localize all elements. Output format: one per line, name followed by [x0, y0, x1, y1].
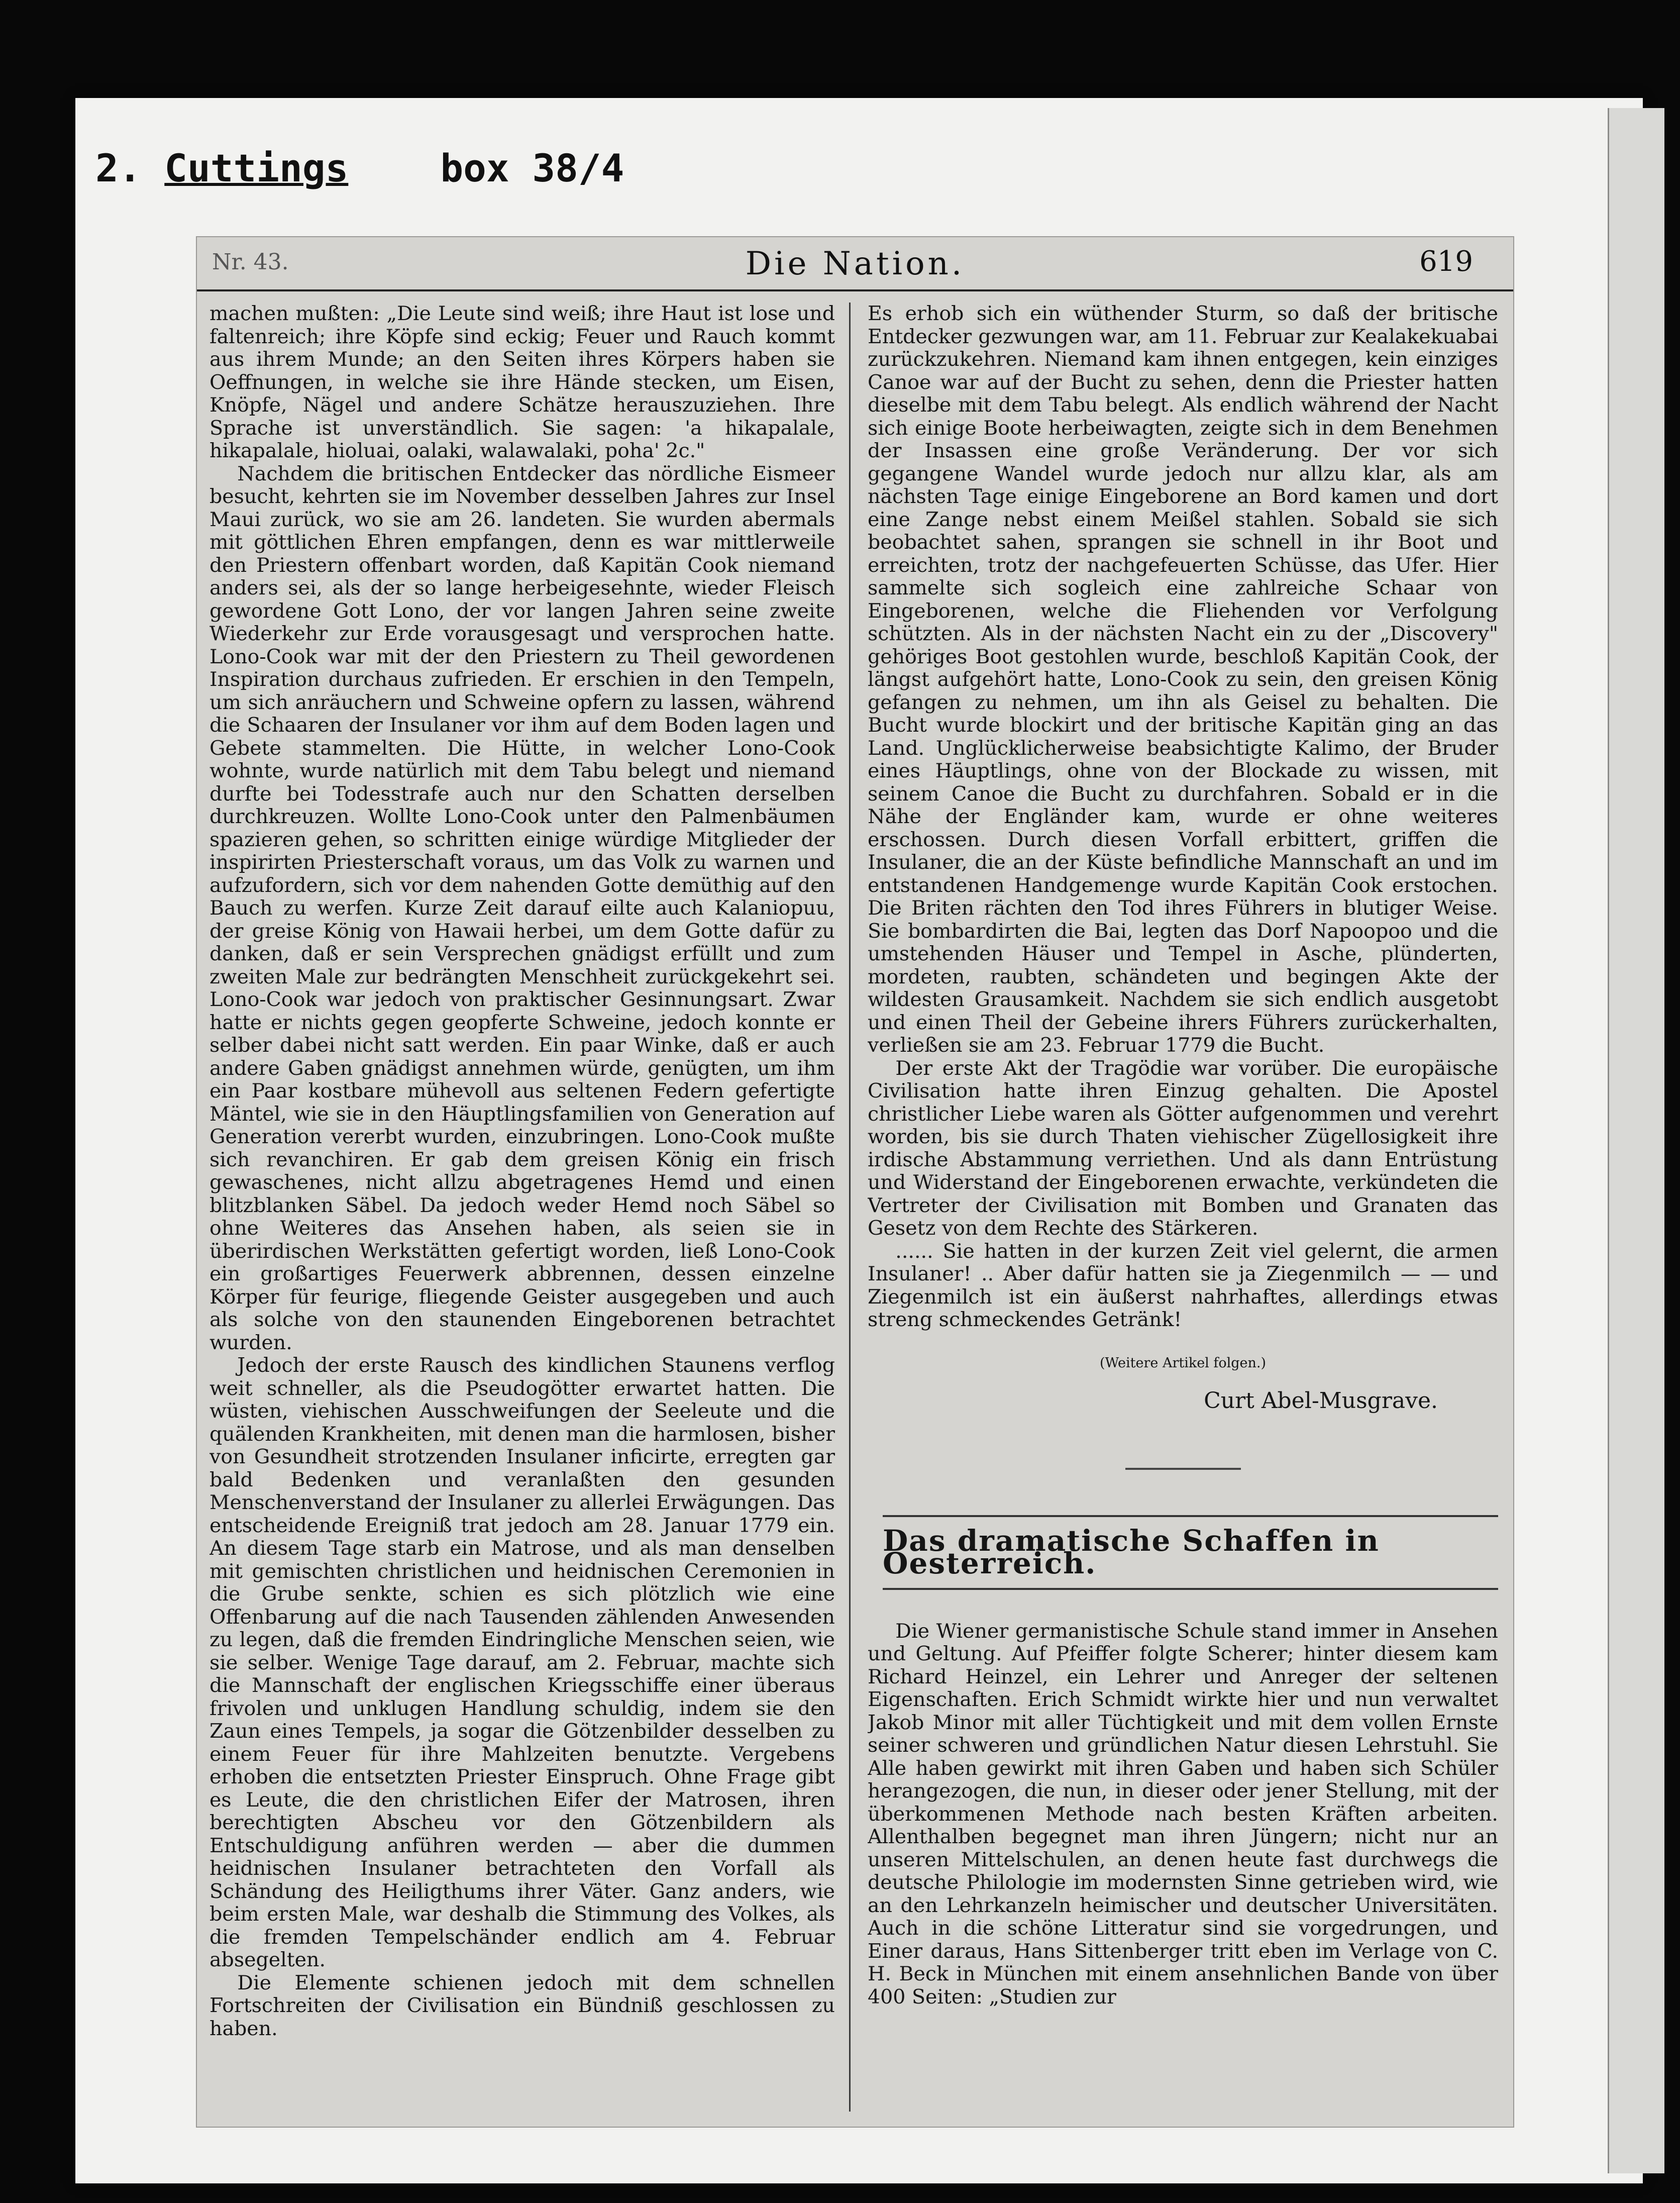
author-signature: Curt Abel-Musgrave.: [1204, 1388, 1438, 1414]
paragraph: Jedoch der erste Rausch des kindlichen Staunens verflog weit schneller, als die Pseudogötter erwartet hatten. Die wüsten, viehischen Ausschweifungen der Seeleute und die quälenden Krankheiten, mit denen man die harmlosen, bisher von Gesundheit strotzenden Insulaner inficirte, erregten gar bald Bedenken und veranlaßten den gesunden Menschenverstand der Insulaner zu allerlei Erwägungen. Das entscheidende Ereigniß trat jedoch am 28. Januar 1779 ein. An diesem Tage starb ein Matrose, und als man denselben mit gemischten christlichen und heidnischen Ceremonien in die Grube senkte, schien es sich plötzlich wie eine Offenbarung auf die nach Tausenden zählenden Anwesenden zu legen, daß die fremden Eindringliche Menschen seien, wie sie selber. Wenige Tage darauf, am 2. Februar, machte sich die Mannschaft der englischen Kriegsschiffe einer überaus frivolen und unklugen Handlung schuldig, indem sie den Zaun eines Tempels, ja sogar die Götzenbilder desselben zu einem Feuer für ihre Mahlzeiten benutzte. Vergebens erhoben die entsetzten Priester Einspruch. Ohne Frage gibt es Leute, die den christlichen Eifer der Matrosen, ihren berechtigten Abscheu vor den Götzenbildern als Entschuldigung anführen werden — aber die dummen heidnischen Insulaner betrachteten den Vorfall als Schändung des Heiligthums ihrer Väter. Ganz anders, wie beim ersten Male, war deshalb die Stimmung des Volkes, als die fremden Tempelschänder endlich am 4. Februar absegelten.: [209, 1354, 835, 1971]
archive-label: [95, 146, 624, 190]
issue-number: Nr. 43.: [212, 249, 289, 275]
paragraph: machen mußten: „Die Leute sind weiß; ihre Haut ist lose und faltenreich; ihre Köpfe sind eckig; Feuer und Rauch kommt aus ihrem Munde; an den Seiten ihres Körpers haben sie Oeffnungen, in welche sie ihre Hände stecken, um Eisen, Knöpfe, Nägel und andere Schätze herauszuziehen. Ihre Sprache ist unverständlich. Sie sagen: 'a hikapalale, hikapalale, hioluai, oalaki, walawalaki, poha' 2c.": [209, 303, 835, 462]
archive-box: box 38/4: [440, 146, 624, 190]
further-articles-note: (Weitere Artikel folgen.): [1099, 1355, 1267, 1371]
sheet-edge: [1608, 108, 1664, 2173]
paragraph: Die Elemente schienen jedoch mit dem schnellen Fortschreiten der Civilisation ein Bündniß geschlossen zu haben.: [209, 1971, 835, 2040]
archive-number: 2.: [95, 146, 142, 190]
article-separator: [1125, 1468, 1241, 1470]
page-header: [197, 244, 1513, 291]
paragraph: ...... Sie hatten in der kurzen Zeit viel gelernt, die armen Insulaner! .. Aber dafür hatten sie ja Ziegenmilch — — und Ziegenmilch ist ein äußerst nahrhaftes, allerdings etwas streng schmeckendes Getränk!: [868, 1239, 1498, 1331]
paragraph: Nachdem die britischen Entdecker das nördliche Eismeer besucht, kehrten sie im November desselben Jahres zur Insel Maui zurück, wo sie am 26. landeten. Sie wurden abermals mit göttlichen Ehren empfangen, denn es war mittlerweile den Priestern offenbart worden, daß Kapitän Cook niemand anders sei, als der so lange herbeigesehnte, wieder Fleisch gewordene Gott Lono, der vor langen Jahren seine zweite Wiederkehr zur Erde vorausgesagt und versprochen hatte. Lono-Cook war mit der den Priestern zu Theil gewordenen Inspiration durchaus zufrieden. Er erschien in den Tempeln, um sich anräuchern und Schweine opfern zu lassen, während die Schaaren der Insulaner vor ihm auf dem Boden lagen und Gebete stammelten. Die Hütte, in welcher Lono-Cook wohnte, wurde natürlich mit dem Tabu belegt und niemand durfte bei Todesstrafe auch nur den Schatten derselben durchkreuzen. Wollte Lono-Cook unter den Palmenbäumen spazieren gehen, so schritten einige würdige Mitglieder der inspirirten Priesterschaft voraus, um das Volk zu warnen und aufzufordern, sich vor dem nahenden Gotte demüthig auf den Bauch zu werfen. Kurze Zeit darauf eilte auch Kalaniopuu, der greise König von Hawaii herbei, um dem Gotte dafür zu danken, daß er sein Versprechen gnädigst erfüllt und zum zweiten Male zur bedrängten Menschheit zurückgekehrt sei. Lono-Cook war jedoch von praktischer Gesinnungsart. Zwar hatte er nichts gegen geopferte Schweine, jedoch konnte er selber dabei nicht satt werden. Ein paar Winke, daß er auch andere Gaben gnädigst annehmen würde, genügten, um ihm ein Paar kostbare mühevoll aus seltenen Federn gefertigte Mäntel, wie sie in den Häuptlingsfamilien von Generation auf Generation vererbt wurden, einzubringen. Lono-Cook mußte sich revanchiren. Er gab dem greisen König ein frisch gewaschenes, nicht allzu abgetragenes Hemd und einen blitzblanken Säbel. Da jedoch weder Hemd noch Säbel so ohne Weiteres das Ansehen haben, als seien sie in überirdischen Werkstätten gefertigt worden, ließ Lono-Cook ein großartiges Feuerwerk abbrennen, dessen einzelne Körper für feurige, fliegende Geister ausgegeben und auch als solche von den staunenden Eingeborenen betrachtet wurden.: [209, 462, 835, 1354]
page-number: 619: [1419, 245, 1473, 278]
archive-category: Cuttings: [164, 146, 349, 190]
left-column: [209, 303, 835, 2117]
column-divider: [849, 303, 851, 2112]
paragraph: Es erhob sich ein wüthender Sturm, so daß der britische Entdecker gezwungen war, am 11. Februar zur Kealakekuabai zurückzukehren. Niemand kam ihnen entgegen, kein einziges Canoe war auf der Bucht zu sehen, denn die Priester hatten dieselbe mit dem Tabu belegt. Als endlich während der Nacht sich einige Boote herbeiwagten, zeigte sich in dem Benehmen der Insassen eine große Veränderung. Der vor sich gegangene Wandel wurde jedoch nur allzu klar, als am nächsten Tage einige Eingeborene an Bord kamen und dort eine Zange nebst einem Meißel stahlen. Sobald sie sich beobachtet sahen, sprangen sie schnell in ihr Boot und erreichten, trotz der nachgefeuerten Schüsse, das Ufer. Hier sammelte sich sogleich eine zahlreiche Schaar von Eingeborenen, welche die Fliehenden vor Verfolgung schützten. Als in der nächsten Nacht ein zu der „Discovery" gehöriges Boot gestohlen wurde, beschloß Kapitän Cook, der längst aufgehört hatte, Lono-Cook zu sein, den greisen König gefangen zu nehmen, um ihn als Geisel zu behalten. Die Bucht wurde blockirt und der britische Kapitän ging an das Land. Unglücklicherweise beabsichtigte Kalimo, der Bruder eines Häuptlings, ohne von der Blockade zu wissen, mit seinem Canoe die Bucht zu durchfahren. Sobald er in die Nähe der Engländer kam, wurde er ohne weiteres erschossen. Durch diesen Vorfall erbittert, griffen die Insulaner, die an der Küste befindliche Mannschaft an und im entstandenen Handgemenge wurde Kapitän Cook erstochen. Die Briten rächten den Tod ihres Führers in blutiger Weise. Sie bombardirten die Bai, legten das Dorf Napoopoo und die umstehenden Häuser und Tempel in Asche, plünderten, mordeten, raubten, schändeten und begingen Akte der wildesten Grausamkeit. Nachdem sie sich endlich ausgetobt und einen Theil der Gebeine ihrers Führers zurückerhalten, verließen sie am 23. Februar 1779 die Bucht.: [868, 303, 1498, 1057]
newspaper-title: Die Nation.: [745, 245, 965, 282]
paragraph: Die Wiener germanistische Schule stand immer in Ansehen und Geltung. Auf Pfeiffer folgte Scherer; hinter diesem kam Richard Heinzel, ein Lehrer und Anreger der seltenen Eigenschaften. Erich Schmidt wirkte hier und nun verwaltet Jakob Minor mit aller Tüchtigkeit und mit dem vollen Ernste seiner schweren und gründlichen Natur diesen Lehrstuhl. Sie Alle haben gewirkt mit ihren Gaben und haben sich Schüler herangezogen, die nun, in dieser oder jener Stellung, mit der überkommenen Methode nach besten Kräften arbeiten. Allenthalben begegnet man ihren Jüngern; nicht nur an unseren Mittelschulen, an denen heute fast durchwegs die deutsche Philologie im modernsten Sinne getrieben wird, wie an den Lehrkanzeln heimischer und deutscher Universitäten. Auch in die schöne Litteratur sind sie vorgedrungen, und Einer daraus, Hans Sittenberger tritt eben im Verlage von C. H. Beck in München mit einem ansehnlichen Bande von über 400 Seiten: „Studien zur: [868, 1619, 1498, 2009]
newspaper-clipping: [196, 236, 1514, 2128]
article-title: Das dramatische Schaffen in Oesterreich.: [883, 1515, 1498, 1590]
paragraph: Der erste Akt der Tragödie war vorüber. Die europäische Civilisation hatte ihren Einzug gehalten. Die Apostel christlicher Liebe waren als Götter aufgenommen und verehrt worden, bis sie durch Thaten viehischer Zügellosigkeit ihre irdische Abstammung verriethen. Und als dann Entrüstung und Widerstand der Eingeborenen erwachte, verkündeten die Vertreter der Civilisation mit Bomben und Granaten das Gesetz von dem Rechte des Stärkeren.: [868, 1056, 1498, 1240]
right-column: [868, 303, 1498, 2117]
